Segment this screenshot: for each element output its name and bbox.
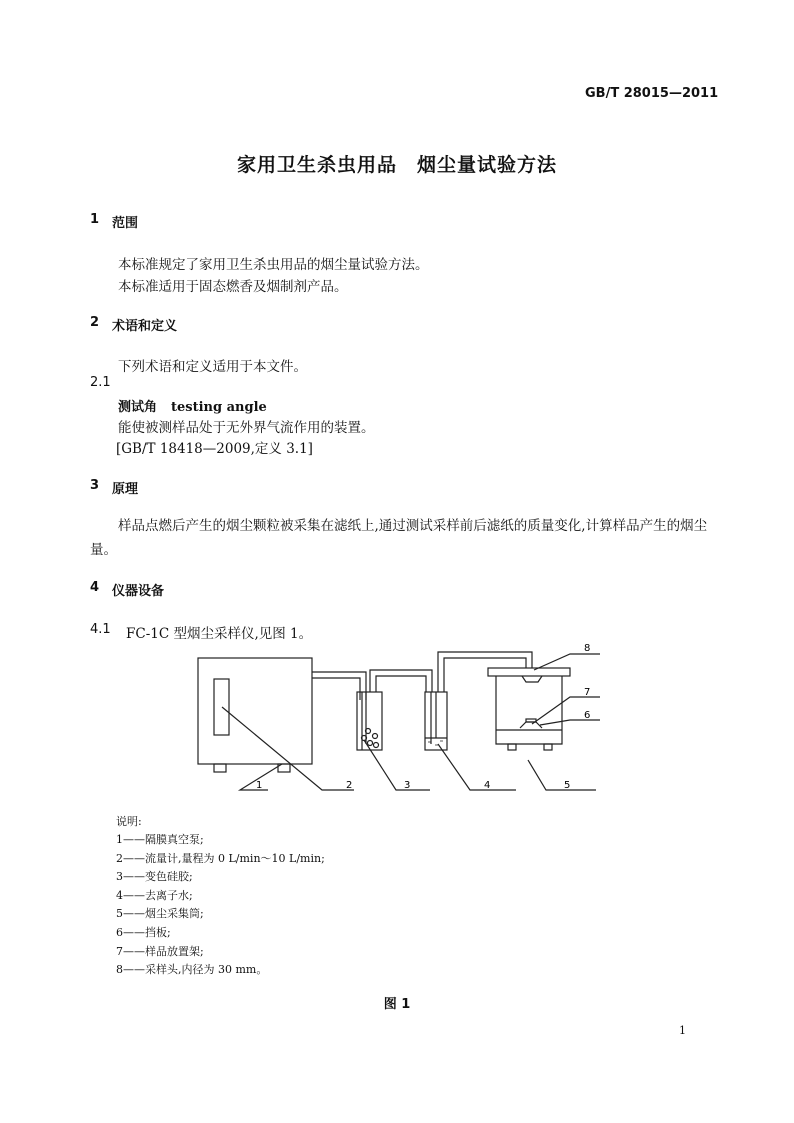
section-1-number: 1: [90, 212, 100, 227]
label-6: 6: [584, 710, 591, 721]
section-2-number: 2: [90, 315, 100, 330]
page-number: 1: [679, 1024, 686, 1037]
page-title: 家用卫生杀虫用品 烟尘量试验方法: [236, 154, 557, 176]
legend-item-5: 5——烟尘采集筒;: [116, 907, 204, 920]
cylinder-foot-left: [508, 744, 516, 750]
section-1-line-2: 本标准适用于固态燃香及烟制剂产品。: [118, 279, 348, 295]
pump-foot-left: [214, 764, 226, 772]
sampling-head-lid: [488, 668, 570, 676]
label-1: 1: [256, 780, 263, 791]
legend-item-8: 8——采样头,内径为 30 mm。: [116, 963, 268, 976]
legend-title: 说明:: [116, 815, 142, 828]
label-7: 7: [584, 687, 591, 698]
flowmeter-window: [214, 679, 229, 735]
tube-water-to-head: [438, 652, 532, 692]
section-1-title: 范围: [112, 216, 139, 231]
label-5: 5: [564, 780, 571, 791]
cylinder-foot-right: [544, 744, 552, 750]
section-3-title: 原理: [112, 482, 139, 497]
label-3: 3: [404, 780, 411, 791]
legend-item-7: 7——样品放置架;: [116, 945, 204, 958]
figure-caption: 图 1: [383, 997, 411, 1012]
silica-gel-bottle: [357, 692, 382, 750]
label-2: 2: [346, 780, 353, 791]
subsection-4-1-number: 4.1: [90, 622, 111, 637]
legend-item-6: 6——挡板;: [116, 926, 171, 939]
tube-silica-to-water: [370, 670, 432, 692]
section-2-title: 术语和定义: [112, 319, 178, 334]
label-8: 8: [584, 643, 591, 654]
label-4: 4: [484, 780, 491, 791]
section-3-number: 3: [90, 478, 100, 493]
section-3-paragraph: 样品点燃后产生的烟尘颗粒被采集在滤纸上,通过测试采样前后滤纸的质量变化,计算样品产生的烟尘量。: [90, 518, 708, 558]
subsection-4-1-text: FC-1C 型烟尘采样仪,见图 1。: [126, 626, 313, 642]
section-4-number: 4: [90, 580, 100, 595]
section-4-title: 仪器设备: [112, 584, 165, 599]
term-chinese: 测试角: [118, 400, 158, 415]
legend-item-2: 2——流量计,量程为 0 L/min～10 L/min;: [116, 852, 325, 865]
section-1-line-1: 本标准规定了家用卫生杀虫用品的烟尘量试验方法。: [118, 257, 429, 273]
standard-number: GB/T 28015—2011: [585, 86, 719, 101]
term-definition: 能使被测样品处于无外界气流作用的装置。: [118, 420, 375, 436]
sample-holder: [520, 722, 542, 728]
vacuum-pump-body: [198, 658, 312, 764]
term-source: [GB/T 18418—2009,定义 3.1]: [116, 441, 313, 457]
legend-item-1: 1——隔膜真空泵;: [116, 833, 204, 846]
section-2-intro: 下列术语和定义适用于本文件。: [118, 359, 307, 375]
legend-item-3: 3——变色硅胶;: [116, 870, 193, 883]
tube-pump-to-silica: [312, 672, 366, 700]
term-english: testing angle: [171, 400, 267, 415]
term-number: 2.1: [90, 375, 111, 390]
legend-item-4: 4——去离子水;: [116, 889, 193, 902]
